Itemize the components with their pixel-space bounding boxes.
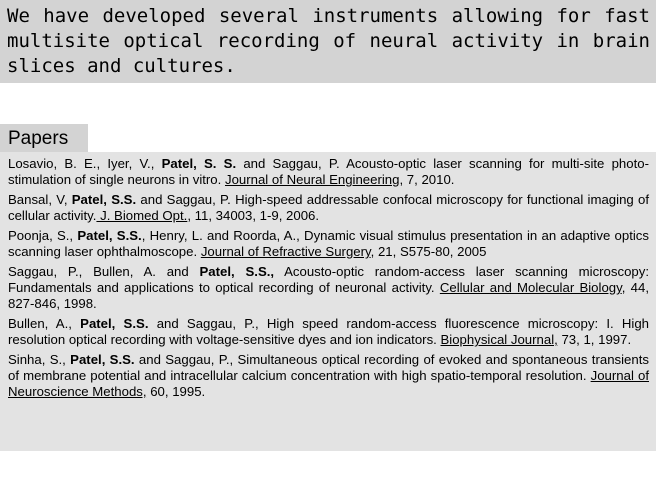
paper-citation: , 11, 34003, 1-9, 2006. <box>187 208 320 223</box>
paper-journal-link[interactable]: Biophysical Journal, <box>440 332 558 347</box>
paper-journal-link[interactable]: Journal of Neural Engineering <box>224 172 400 187</box>
paper-item <box>8 228 649 260</box>
intro-text: We have developed several instruments allowing for fast multisite optical recording of neural activity in brain slices and cultures. <box>7 5 650 77</box>
paper-highlight-author: Patel, S.S. <box>70 352 135 367</box>
intro-section <box>0 0 656 83</box>
paper-item <box>8 352 649 400</box>
papers-heading-label: Papers <box>8 128 69 149</box>
paper-authors: Poonja, S., <box>8 228 78 243</box>
paper-title: and Saggau, P., Simultaneous optical recording of evoked and spontaneous transients of membrane potential and intracellular calcium concentration with high spatio-temporal resolution. <box>8 352 649 383</box>
paper-highlight-author: Patel, S.S. <box>80 316 149 331</box>
papers-list <box>0 152 656 451</box>
paper-citation: , 21, S575-80, 2005 <box>370 244 487 259</box>
paper-highlight-author: Patel, S.S. <box>71 192 137 207</box>
paper-authors: Bansal, V, <box>8 192 72 207</box>
papers-heading <box>0 124 88 152</box>
paper-item <box>8 316 649 348</box>
paper-citation: , 7, 2010. <box>399 172 455 187</box>
paper-item <box>8 156 649 188</box>
paper-citation: , 44, 827-846, 1998. <box>8 280 649 311</box>
paper-authors: Sinha, S., <box>8 352 71 367</box>
paper-highlight-author: Patel, S. S. <box>161 156 237 171</box>
paper-journal-link[interactable]: Cellular and Molecular Biology <box>439 280 622 295</box>
paper-authors: Saggau, P., Bullen, A. and <box>8 264 200 279</box>
paper-item <box>8 264 649 312</box>
paper-journal-link[interactable]: Journal of Refractive Surgery <box>200 244 371 259</box>
paper-journal-link[interactable]: J. Biomed Opt. <box>96 208 188 223</box>
paper-title: Acousto-optic random-access laser scanning microscopy: Fundamentals and applications to optical recording of neuronal activity. <box>8 264 649 295</box>
paper-authors: Bullen, A., <box>8 316 81 331</box>
paper-item <box>8 192 649 224</box>
paper-journal-link[interactable]: Journal of Neuroscience Methods, <box>8 368 649 399</box>
paper-title: and Saggau, P., High speed random-access fluorescence microscopy: I. High resolution optical recording with voltage-sensitive dyes and ion indicators. <box>8 316 649 347</box>
paper-highlight-author: Patel, S.S. <box>77 228 142 243</box>
paper-title: , Henry, L. and Roorda, A., Dynamic visual stimulus presentation in an adaptive optics scanning laser ophthalmoscope. <box>8 228 649 259</box>
paper-citation: 60, 1995. <box>146 384 206 399</box>
paper-title: and Saggau, P. Acousto-optic laser scanning for multi-site photo-stimulation of single neurons in vitro. <box>8 156 649 187</box>
paper-highlight-author: Patel, S.S., <box>199 264 275 279</box>
paper-authors: Losavio, B. E., Iyer, V., <box>8 156 162 171</box>
paper-title: and Saggau, P. High-speed addressable confocal microscopy for functional imaging of cellular activity. <box>8 192 649 223</box>
paper-citation: 73, 1, 1997. <box>557 332 632 347</box>
